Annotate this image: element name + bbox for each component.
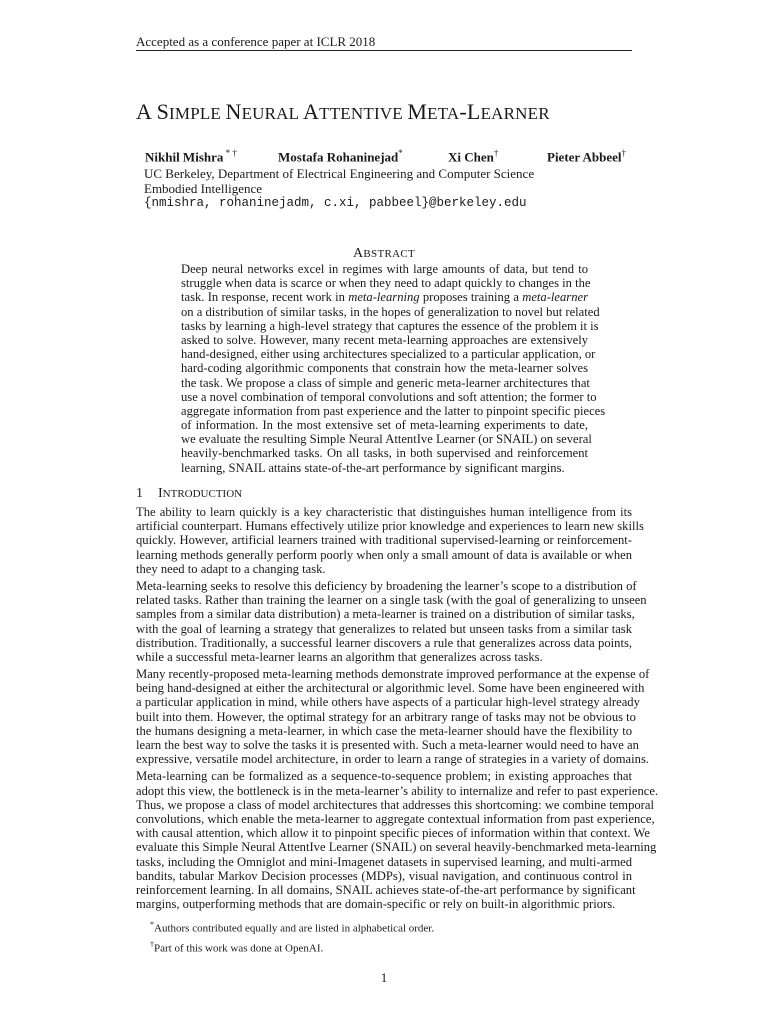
text-run: task. In response, recent work in <box>181 290 349 305</box>
heading-cap: I <box>158 486 163 501</box>
introduction-body <box>136 505 659 914</box>
body-line: samples from a similar data distribution) a meta-learner is trained on a distribution of similar tasks, <box>136 607 635 622</box>
author-name: Mostafa Rohaninejad <box>278 149 399 165</box>
affiliation-line: Embodied Intelligence <box>144 181 263 196</box>
title-part: A S <box>136 99 170 124</box>
title-part: A <box>303 99 320 124</box>
body-line: Thus, we propose a class of model architectures that addresses this shortcoming: we combine temporal <box>136 797 654 812</box>
body-line: tasks, including the Omniglot and mini-Imagenet datasets in supervised learning, and multi-armed <box>136 854 632 869</box>
abstract-line: use a novel combination of temporal convolutions and soft attention; the former to <box>181 389 597 404</box>
title-part: EARNER <box>480 104 550 123</box>
body-line: The ability to learn quickly is a key characteristic that distinguishes human intelligence from its <box>136 505 632 519</box>
abstract-line <box>181 290 588 304</box>
title-part: ETA <box>427 104 460 123</box>
body-line: margins, outperforming methods that are domain-specific or rely on built-in algorithmic priors. <box>136 897 616 912</box>
author-emails[interactable]: {nmishra, rohaninejadm, c.xi, pabbeel}@berkeley.edu <box>144 196 527 210</box>
author-mark: * <box>398 148 403 158</box>
title-part: N <box>225 99 242 124</box>
emphasis: meta-learner <box>522 290 588 305</box>
body-line: adopt this view, the bottleneck is in the meta-learner’s ability to internalize and refer to past experience. <box>136 783 659 798</box>
author-name: Nikhil Mishra <box>145 149 224 165</box>
body-line: the humans designing a meta-learner, in which case the meta-learner should have the flexibility to <box>136 723 632 738</box>
author-list <box>0 148 768 166</box>
title-part: M <box>407 99 428 124</box>
body-line: learning methods generally perform poorly when only a small amount of data is available or when <box>136 547 632 562</box>
paragraph <box>136 667 650 767</box>
author-mark: † <box>621 148 626 158</box>
body-line: a particular application in mind, while others have aspects of a particular high-level strategy already <box>136 695 640 710</box>
heading-cap: A <box>352 246 364 261</box>
abstract-line: tasks by learning a high-level strategy that captures the essence of the problem it is <box>181 318 599 333</box>
body-line: evaluate this Simple Neural AttentIve Learner (SNAIL) on several heavily-benchmarked meta-learning <box>136 840 657 855</box>
emphasis: meta-learning <box>348 290 420 305</box>
author <box>448 148 498 165</box>
abstract-line: hard-coding algorithmic components that constrain how the meta-learner solves <box>181 361 588 376</box>
section-heading <box>136 486 242 502</box>
paragraph <box>136 505 644 576</box>
footnote-text: Authors contributed equally and are listed in alphabetical order. <box>154 922 435 935</box>
abstract-line: we evaluate the resulting Simple Neural AttentIve Learner (or SNAIL) on several <box>181 432 592 447</box>
body-line: expressive, versatile model architecture, in order to learn a range of strategies in a variety of domains. <box>136 752 649 767</box>
affiliation-line: UC Berkeley, Department of Electrical Engineering and Computer Science <box>144 166 535 181</box>
paper-title <box>136 99 656 127</box>
abstract-heading <box>0 246 768 262</box>
heading-smallcaps: NTRODUCTION <box>162 488 243 500</box>
abstract-text <box>181 262 606 475</box>
body-line: artificial counterpart. Humans effectively utilize prior knowledge and experiences to learn new skills <box>136 519 644 534</box>
body-line: with causal attention, which allow it to pinpoint specific pieces of information within that context. We <box>136 826 650 841</box>
abstract-line: aggregate information from past experience and the latter to pinpoint specific pieces <box>181 403 606 418</box>
author-name: Xi Chen <box>448 149 494 165</box>
abstract-line: heavily-benchmarked tasks. On all tasks, in both supervised and reinforcement <box>181 446 588 461</box>
footnote-text: Part of this work was done at OpenAI. <box>154 942 324 955</box>
abstract-line: of information. In the most extensive set of meta-learning experiments to date, <box>181 418 588 433</box>
heading-smallcaps: BSTRACT <box>363 248 416 260</box>
body-line: related tasks. Rather than training the learner on a single task (with the goal of generalizing to unseen <box>136 593 647 608</box>
body-line: Meta-learning seeks to resolve this deficiency by broadening the learner’s scope to a distribution of <box>136 578 637 593</box>
footnotes <box>150 917 434 956</box>
title-part: TTENTIVE <box>319 104 408 123</box>
author-mark: † <box>493 148 499 158</box>
body-line: Meta-learning can be formalized as a sequence-to-sequence problem; in existing approaches that <box>136 769 632 784</box>
body-line: being hand-designed at either the architectural or algorithmic level. Some have been engineered with <box>136 681 645 696</box>
abstract-line: on a distribution of similar tasks, in the hopes of generalization to novel but related <box>181 304 600 319</box>
footnote <box>150 937 434 957</box>
body-line: Many recently-proposed meta-learning methods demonstrate improved performance at the expense of <box>136 667 650 682</box>
paragraph <box>136 578 647 664</box>
author-name: Pieter Abbeel <box>547 149 622 165</box>
footnote-mark: * <box>150 920 154 929</box>
footnote <box>150 917 434 937</box>
abstract-line: Deep neural networks excel in regimes with large amounts of data, but tend to <box>181 262 588 276</box>
body-line: distribution. Traditionally, a successful learner discovers a rule that generalizes across data points, <box>136 635 632 650</box>
abstract-line: asked to solve. However, many recent meta-learning approaches are extensively <box>181 332 588 347</box>
body-line: quickly. However, artificial learners trained with traditional supervised-learning or reinforcement- <box>136 533 632 548</box>
body-line: learn the best way to solve the tasks it is presented with. Such a meta-learner would need to have an <box>136 738 639 752</box>
author <box>278 148 403 165</box>
body-line: they need to adapt to a changing task. <box>136 561 326 576</box>
author-mark: * † <box>223 148 237 158</box>
body-line: convolutions, which enable the meta-learner to aggregate contextual information from past experience, <box>136 811 655 826</box>
body-line: bandits, tabular Markov Decision processes (MDPs), visual navigation, and continuous control in <box>136 868 632 883</box>
title-part: -L <box>459 99 481 124</box>
paragraph <box>136 769 659 912</box>
running-header: Accepted as a conference paper at ICLR 2018 <box>136 34 376 49</box>
text-run: proposes training a <box>419 290 523 305</box>
abstract-line: learning, SNAIL attains state-of-the-art performance by significant margins. <box>181 460 565 475</box>
section-number: 1 <box>136 486 143 501</box>
body-line: with the goal of learning a strategy that generalizes to related but unseen tasks from a similar task <box>136 621 632 636</box>
page-number: 1 <box>380 970 388 985</box>
author <box>145 148 237 165</box>
author <box>547 148 626 165</box>
abstract-line: hand-designed, either using architectures specialized to a particular application, or <box>181 347 596 362</box>
header-rule <box>136 50 632 51</box>
body-line: built into them. However, the optimal strategy for an arbitrary range of tasks may not be obvious to <box>136 709 636 724</box>
footnote-mark: † <box>150 939 154 949</box>
affiliation <box>144 166 534 196</box>
title-part: IMPLE <box>169 104 226 123</box>
body-line: reinforcement learning. In all domains, SNAIL achieves state-of-the-art performance by significant <box>136 882 636 897</box>
abstract-line: the task. We propose a class of simple and generic meta-learner architectures that <box>181 375 590 390</box>
abstract-line: struggle when data is scarce or when they need to adapt quickly to changes in the <box>181 276 591 291</box>
body-line: while a successful meta-learner learns an algorithm that generalizes across tasks. <box>136 649 543 664</box>
title-part: EURAL <box>241 104 304 123</box>
